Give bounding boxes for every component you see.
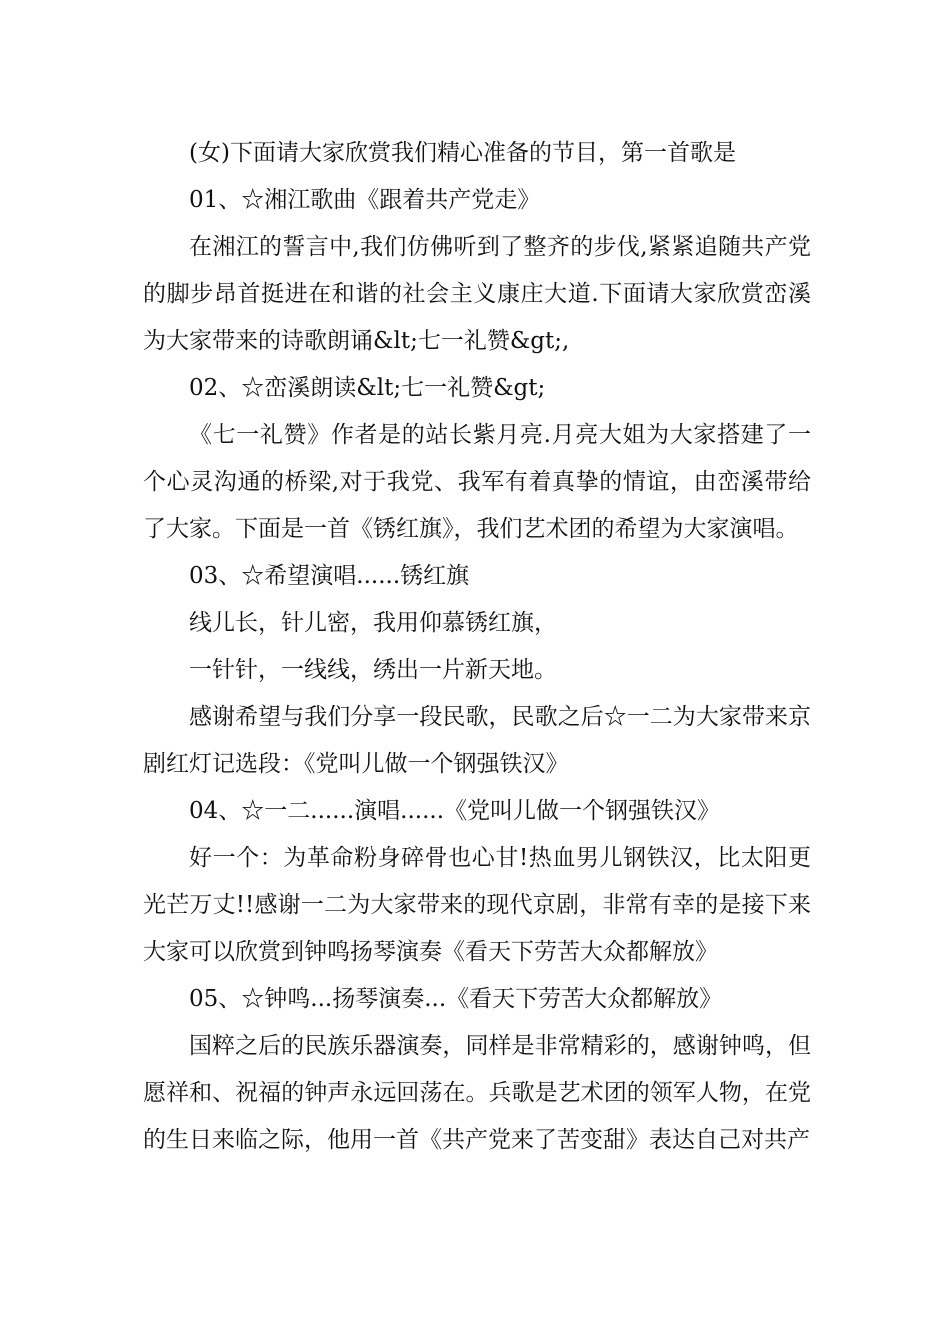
- paragraph-host-script: 在湘江的誓言中,我们仿佛听到了整齐的步伐,紧紧追随共产党的脚步昂首挺进在和谐的社会主义康庄大道.下面请大家欣赏峦溪为大家带来的诗歌朗诵&lt;七一礼赞&gt;,: [143, 234, 811, 354]
- program-item-02: 02、☆峦溪朗读&lt;七一礼赞&gt;: [189, 375, 546, 401]
- document-body: [143, 130, 811, 1164]
- program-item-04: 04、☆一二......演唱......《党叫儿做一个钢强铁汉》: [189, 798, 720, 824]
- paragraph-host-script: 感谢希望与我们分享一段民歌，民歌之后☆一二为大家带来京剧红灯记选段：《党叫儿做一个钢强铁汉》: [143, 704, 811, 777]
- program-item-03: 03、☆希望演唱......锈红旗: [189, 563, 470, 589]
- paragraph-host-script: 好一个：为革命粉身碎骨也心甘!热血男儿钢铁汉，比太阳更光芒万丈!!感谢一二为大家带来的现代京剧，非常有幸的是接下来大家可以欣赏到钟鸣扬琴演奏《看天下劳苦大众都解放》: [143, 845, 811, 965]
- paragraph-intro: (女)下面请大家欣赏我们精心准备的节目，第一首歌是: [189, 140, 736, 166]
- paragraph-host-script: 国粹之后的民族乐器演奏，同样是非常精彩的，感谢钟鸣，但愿祥和、祝福的钟声永远回荡在。兵歌是艺术团的领军人物，在党的生日来临之际，他用一首《共产党来了苦变甜》表达自己对共产: [143, 1033, 811, 1153]
- paragraph-host-script: 《七一礼赞》作者是的站长紫月亮.月亮大姐为大家搭建了一个心灵沟通的桥梁,对于我党、我军有着真挚的情谊，由峦溪带给了大家。下面是一首《锈红旗》，我们艺术团的希望为大家演唱。: [143, 422, 811, 542]
- lyric-line: 一针针，一线线，绣出一片新天地。: [189, 657, 557, 683]
- program-item-01: 01、☆湘江歌曲《跟着共产党走》: [189, 187, 541, 213]
- program-item-05: 05、☆钟鸣...扬琴演奏...《看天下劳苦大众都解放》: [189, 986, 723, 1012]
- lyric-line: 线儿长，针儿密，我用仰慕锈红旗，: [189, 610, 557, 636]
